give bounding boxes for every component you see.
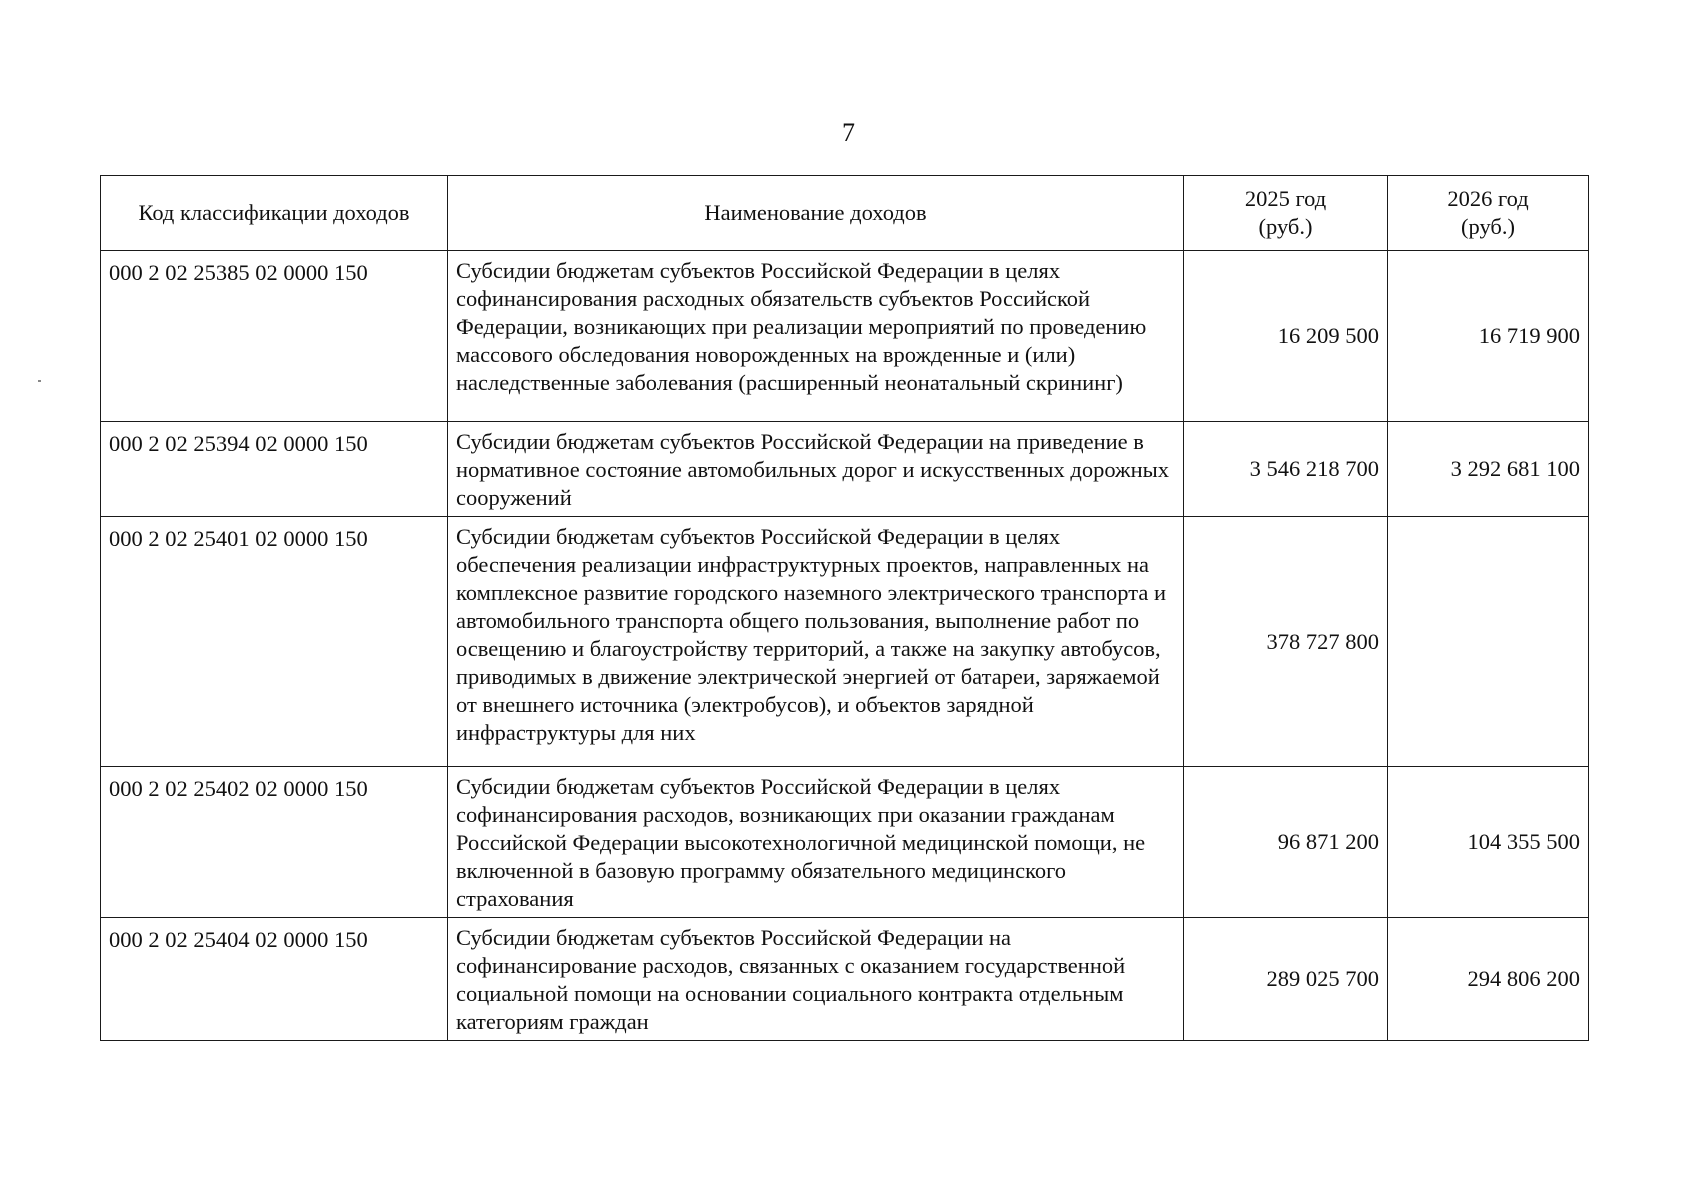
table-header [101, 176, 1589, 251]
income-name: Субсидии бюджетам субъектов Российской Федерации на софинансирование расходов, связанных с оказанием государственной социальной помощи на основании социального контракта отдельным категориям граждан [448, 918, 1184, 1041]
amount-2025: 378 727 800 [1184, 517, 1388, 767]
amount-2026: 3 292 681 100 [1388, 422, 1589, 517]
table-row [101, 767, 1589, 918]
income-name: Субсидии бюджетам субъектов Российской Федерации на приведение в нормативное состояние автомобильных дорог и искусственных дорожных сооружений [448, 422, 1184, 517]
amount-2026 [1388, 517, 1589, 767]
header-2026: 2026 год (руб.) [1388, 176, 1589, 251]
income-code: 000 2 02 25404 02 0000 150 [101, 918, 448, 1041]
income-code: 000 2 02 25402 02 0000 150 [101, 767, 448, 918]
income-name: Субсидии бюджетам субъектов Российской Федерации в целях софинансирования расходов, возникающих при оказании гражданам Российской Федерации высокотехнологичной медицинской помощи, не включенной в базовую программу обязательного медицинского страхования [448, 767, 1184, 918]
income-code: 000 2 02 25401 02 0000 150 [101, 517, 448, 767]
scan-speck [38, 380, 41, 382]
amount-2026: 104 355 500 [1388, 767, 1589, 918]
amount-2025: 16 209 500 [1184, 251, 1388, 422]
table-body [101, 251, 1589, 1041]
income-code: 000 2 02 25394 02 0000 150 [101, 422, 448, 517]
income-name: Субсидии бюджетам субъектов Российской Федерации в целях софинансирования расходных обязательств субъектов Российской Федерации, возникающих при реализации мероприятий по проведению массового обследования новорожденных на врожденные и (или) наследственные заболевания (расширенный неонатальный скрининг) [448, 251, 1184, 422]
table-row [101, 517, 1589, 767]
header-2025: 2025 год (руб.) [1184, 176, 1388, 251]
amount-2026: 294 806 200 [1388, 918, 1589, 1041]
income-table [100, 175, 1589, 1041]
amount-2025: 96 871 200 [1184, 767, 1388, 918]
header-row [101, 176, 1589, 251]
page-number: 7 [842, 118, 855, 147]
table-row [101, 251, 1589, 422]
table-row [101, 422, 1589, 517]
income-name: Субсидии бюджетам субъектов Российской Федерации в целях обеспечения реализации инфраструктурных проектов, направленных на комплексное развитие городского наземного электрического транспорта и автомобильного транспорта общего пользования, выполнение работ по освещению и благоустройству территорий, а также на закупку автобусов, приводимых в движение электрической энергией от батареи, заряжаемой от внешнего источника (электробусов), и объектов зарядной инфраструктуры для них [448, 517, 1184, 767]
amount-2025: 289 025 700 [1184, 918, 1388, 1041]
amount-2025: 3 546 218 700 [1184, 422, 1388, 517]
header-name: Наименование доходов [448, 176, 1184, 251]
header-code: Код классификации доходов [101, 176, 448, 251]
table-row [101, 918, 1589, 1041]
amount-2026: 16 719 900 [1388, 251, 1589, 422]
income-code: 000 2 02 25385 02 0000 150 [101, 251, 448, 422]
